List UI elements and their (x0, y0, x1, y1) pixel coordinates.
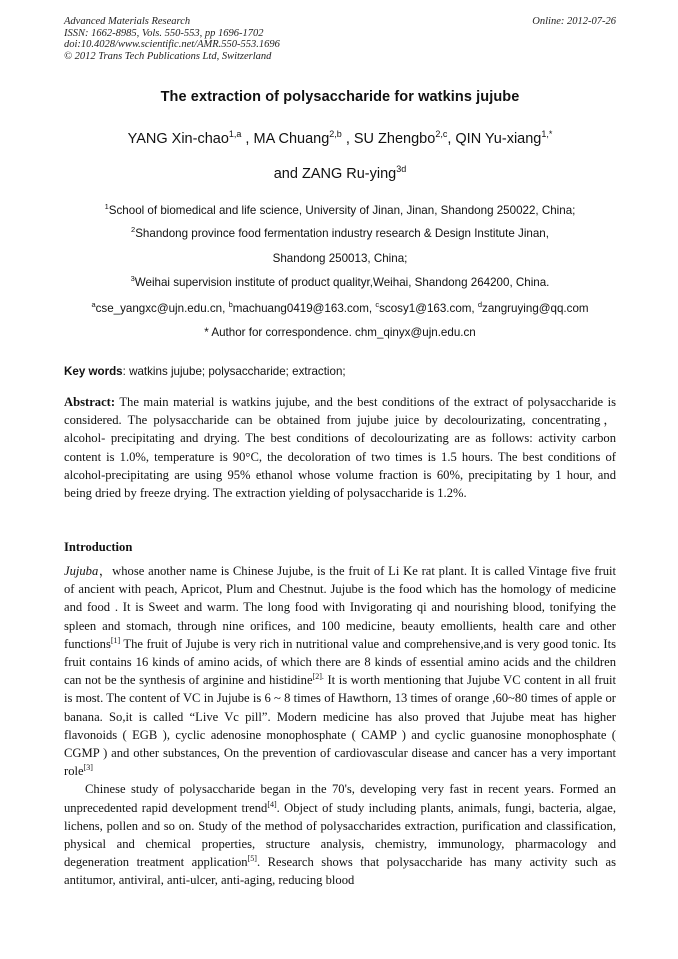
author-line-2 (64, 166, 616, 182)
affiliation-text: Shandong province food fermentation industry research & Design Institute Jinan, (135, 227, 549, 240)
author-name: YANG Xin-chao (127, 131, 229, 147)
author-and: and (273, 166, 302, 182)
citation: [4] (267, 799, 277, 809)
journal-name: Advanced Materials Research (64, 16, 191, 27)
author-sup: 3d (396, 164, 407, 174)
author-separator: , (447, 131, 456, 147)
abstract-text: The main material is watkins jujube, and the best conditions of the extract of polysaccharide is considered. The polysaccharide can be obtained from jujube juice by decolourizating, concentrating，alcohol- precipitating and drying. The best conditions of decolourizating are as follows: activity carbon content is 1.0%, temperature is 90°C, the decoloration of two times is 1.5 hours. The best conditions of alcohol-precipitating are using 95% ethanol whose volume fraction is 60%, precipitating by 1 hour, and being dried by freeze drying. The extraction yielding of polysaccharide is 1.2%. (64, 395, 616, 501)
journal-header (64, 16, 616, 62)
keywords (64, 365, 616, 378)
intro-paragraph-2 (64, 780, 616, 889)
paragraph-text: ，whose another name is Chinese Jujube, is the fruit of Li Ke rat plant. It is called Vintage five fruit of ancient with peach, Apricot, Plum and Chestnut. Jujube is the food which has the homology of medicine and food . It is Sweet and warm. The long food with Invigorating qi and nourishing blood, tonifying the spleen and stomach, through nine orifices, and 100 medicine, beauty emollients, health care and other functions (64, 564, 616, 651)
affiliation-text: School of biomedical and life science, University of Jinan, Jinan, Shandong 250022, China; (108, 204, 576, 217)
italic-term: Jujuba (64, 564, 99, 578)
email-sup: b (228, 300, 233, 309)
issn-line: ISSN: 1662-8985, Vols. 550-553, pp 1696-1702 (64, 27, 264, 39)
email-sup: d (477, 300, 483, 309)
author-name: MA Chuang (253, 131, 330, 147)
citation: [1] (110, 635, 121, 645)
email: scosy1@163.com, (379, 302, 478, 315)
correspondence-line: * Author for correspondence. chm_qinyx@ujn.edu.cn (204, 326, 476, 339)
affiliation-sup: 3 (130, 274, 135, 283)
affiliation-2-cont: Shandong 250013, China; (272, 252, 408, 265)
affiliation-2 (64, 227, 616, 240)
email: zangruying@qq.com (482, 302, 589, 315)
author-separator: , (341, 131, 354, 147)
email: machuang0419@163.com, (232, 302, 376, 315)
section-heading-introduction: Introduction (64, 540, 133, 554)
affiliation-3 (64, 276, 616, 289)
email-sup: a (91, 300, 96, 309)
affiliation-1 (64, 204, 616, 217)
paper-title: The extraction of polysaccharide for watkins jujube (160, 89, 520, 105)
keywords-label: Key words (64, 365, 123, 378)
affiliation-text: Weihai supervision institute of product qualityr,Weihai, Shandong 264200, China. (134, 276, 550, 289)
citation: [3] (83, 763, 93, 773)
author-name: ZANG Ru-ying (301, 166, 397, 182)
paragraph-text: The fruit of Jujube is very rich in nutritional value and comprehensive,and is very good tonic. Its fruit contains 16 kinds of amino acids, of which there are 8 kinds of essential amino acids and the children can not be the synthesis of arginine and histidine (64, 636, 616, 688)
author-sup: 1,a (228, 129, 242, 139)
affiliation-sup: 2 (131, 225, 136, 234)
paragraph-text: . Research shows that polysaccharide has many activity such as antitumor, antiviral, anti-ulcer, anti-aging, reducing blood (64, 855, 616, 888)
paragraph-text: It is worth mentioning that Jujube VC content in all fruit is most. The content of VC in Jujube is 6 ~ 8 times of Hawthorn, 13 times of orange ,60~80 times of apple or banana. So,it is called “Live Vc pill”. Modern medicine has also proved that Jujube meat has higher flavonoids ( EGB ), cyclic adenosine monophosphate ( CAMP ) and cyclic guanosine monophosphate ( CGMP ) and other substances, On the prevention of cardiovascular disease and cancer has a very important role (64, 673, 617, 779)
copyright-line: © 2012 Trans Tech Publications Ltd, Switzerland (64, 50, 272, 62)
email-sup: c (375, 300, 380, 309)
introduction-body (64, 562, 616, 890)
intro-paragraph-1 (64, 562, 616, 780)
abstract-label: Abstract: (64, 395, 116, 409)
online-date: Online: 2012-07-26 (532, 16, 616, 27)
doi-line: doi:10.4028/www.scientific.net/AMR.550-553.1696 (64, 39, 280, 50)
email-line (64, 302, 616, 315)
author-name: SU Zhengbo (353, 131, 436, 147)
paragraph-text: Chinese study of polysaccharide began in the 70's, developing very fast in recent years. Formed an unprecedented rapid development trend (64, 782, 616, 815)
keywords-text: : watkins jujube; polysaccharide; extraction; (122, 365, 346, 378)
author-sup: 1,* (541, 129, 553, 139)
author-sup: 2,c (435, 129, 448, 139)
affiliation-sup: 1 (104, 202, 109, 211)
author-sup: 2,b (329, 129, 342, 139)
author-line-1 (64, 131, 616, 147)
citation: [5] (247, 854, 257, 864)
abstract (64, 393, 616, 502)
author-separator: , (241, 131, 254, 147)
citation: [2]. (312, 672, 324, 682)
author-name: QIN Yu-xiang (455, 131, 542, 147)
email: cse_yangxc@ujn.edu.cn, (95, 302, 229, 315)
paragraph-text: . Object of study including plants, animals, fungi, bacteria, algae, lichens, pollen and so on. Study of the method of polysaccharides extraction, purification and classification, physical and chemical properties, structure analysis, chemistry, immunology, pharmacology and degeneration treatment application (64, 800, 616, 870)
